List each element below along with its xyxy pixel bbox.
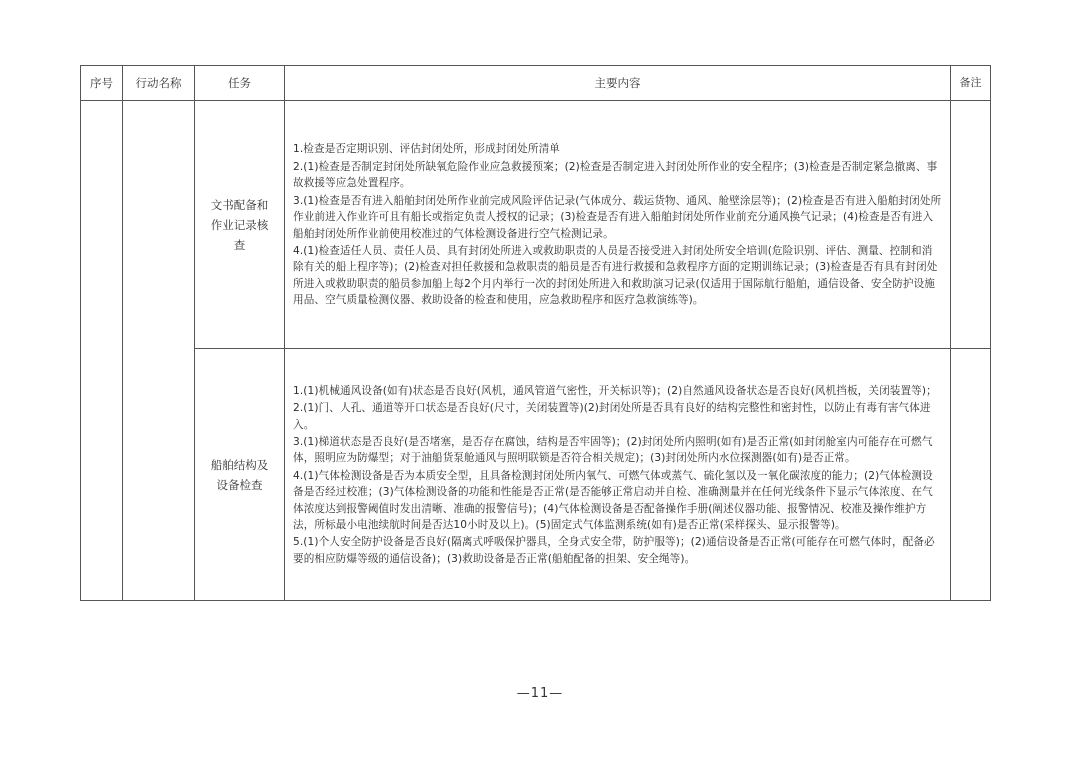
table-row (81, 101, 991, 349)
task-cell: 文书配备和作业记录核查 (195, 101, 285, 349)
content-item: 3.(1)检查是否有进入船舶封闭处所作业前完成风险评估记录(气体成分、载运货物、通风、舱壁涂层等)；(2)检查是否有进入船舶封闭处所作业前进入作业许可且有船长或指定负责人授权的记录；(3)检查是否有进入船舶封闭处所作业前充分通风换气记录；(4)检查是否有进入船舶封闭处所作业前使用校准过的气体检测设备进行空气检测记录。 (293, 195, 942, 240)
content-item: 5.(1)个人安全防护设备是否良好(隔离式呼吸保护器具，全身式安全带，防护服等)；(2)通信设备是否正常(可能存在可燃气体时，配备必要的相应防爆等级的通信设备)；(3)救助设备是否正常(船舶配备的担架、安全绳等)。 (293, 536, 935, 565)
content-item: 2.(1)检查是否制定封闭处所缺氧危险作业应急救援预案；(2)检查是否制定进入封闭处所作业的安全程序；(3)检查是否制定紧急撤离、事故救援等应急处置程序。 (293, 161, 938, 190)
content-item: 4.(1)检查适任人员、责任人员、具有封闭处所进入或救助职责的人员是否接受进入封闭处所安全培训(危险识别、评估、测量、控制和消除有关的船上程序等)；(2)检查对担任救援和急救职责的船员是否有进行救援和急救程序方面的定期训练记录；(3)检查是否有具有封闭处所进入或救助职责的船员参加船上每2个月内举行一次的封闭处所进入和救助演习记录(仅适用于国际航行船舶，通信设备、安全防护设施用品、空气质量检测仪器、救助设备的检查和使用，应急救助程序和医疗急救演练等)。 (293, 245, 938, 306)
table-row (81, 349, 991, 601)
content-item: 1.检查是否定期识别、评估封闭处所，形成封闭处所清单 (293, 143, 560, 156)
header-seq: 序号 (81, 66, 123, 101)
main-content-cell (285, 349, 951, 601)
header-main-content: 主要内容 (285, 66, 951, 101)
header-action-name: 行动名称 (123, 66, 195, 101)
header-task: 任务 (195, 66, 285, 101)
content-item: 3.(1)梯道状态是否良好(是否堵塞，是否存在腐蚀，结构是否牢固等)；(2)封闭处所内照明(如有)是否正常(如封闭舱室内可能存在可燃气体，照明应为防爆型；对于油船货泵舱通风与照明联锁是否符合相关规定)；(3)封闭处所内水位探测器(如有)是否正常。 (293, 436, 933, 465)
table-header-row (81, 66, 991, 101)
content-item: 1.(1)机械通风设备(如有)状态是否良好(风机，通风管道气密性，开关标识等)；(2)自然通风设备状态是否良好(风机挡板，关闭装置等)； (293, 384, 937, 397)
main-content-cell (285, 101, 951, 349)
content-item: 2.(1)门、人孔、通道等开口状态是否良好(尺寸，关闭装置等)(2)封闭处所是否具有良好的结构完整性和密封性，以防止有毒有害气体进入。 (293, 402, 931, 431)
inspection-table (80, 65, 991, 601)
page-number: —11— (516, 686, 564, 701)
remarks-cell (951, 101, 991, 349)
seq-cell (81, 101, 123, 601)
action-name-cell (123, 101, 195, 601)
task-cell: 船舶结构及设备检查 (195, 349, 285, 601)
header-remarks: 备注 (951, 66, 991, 101)
remarks-cell (951, 349, 991, 601)
content-item: 4.(1)气体检测设备是否为本质安全型，且具备检测封闭处所内氧气、可燃气体或蒸气、硫化氢以及一氧化碳浓度的能力；(2)气体检测设备是否经过校准；(3)气体检测设备的功能和性能是否正常(是否能够正常启动并自检、准确测量并在任何光线条件下显示气体浓度、在气体浓度达到报警阈值时发出清晰、准确的报警信号)；(4)气体检测设备是否配备操作手册(阐述仪器功能、报警情况、校准及操作维护方法，所标最小电池续航时间是否达10小时及以上)。(5)固定式气体监测系统(如有)是否正常(采样探头、显示报警等)。 (293, 470, 933, 531)
